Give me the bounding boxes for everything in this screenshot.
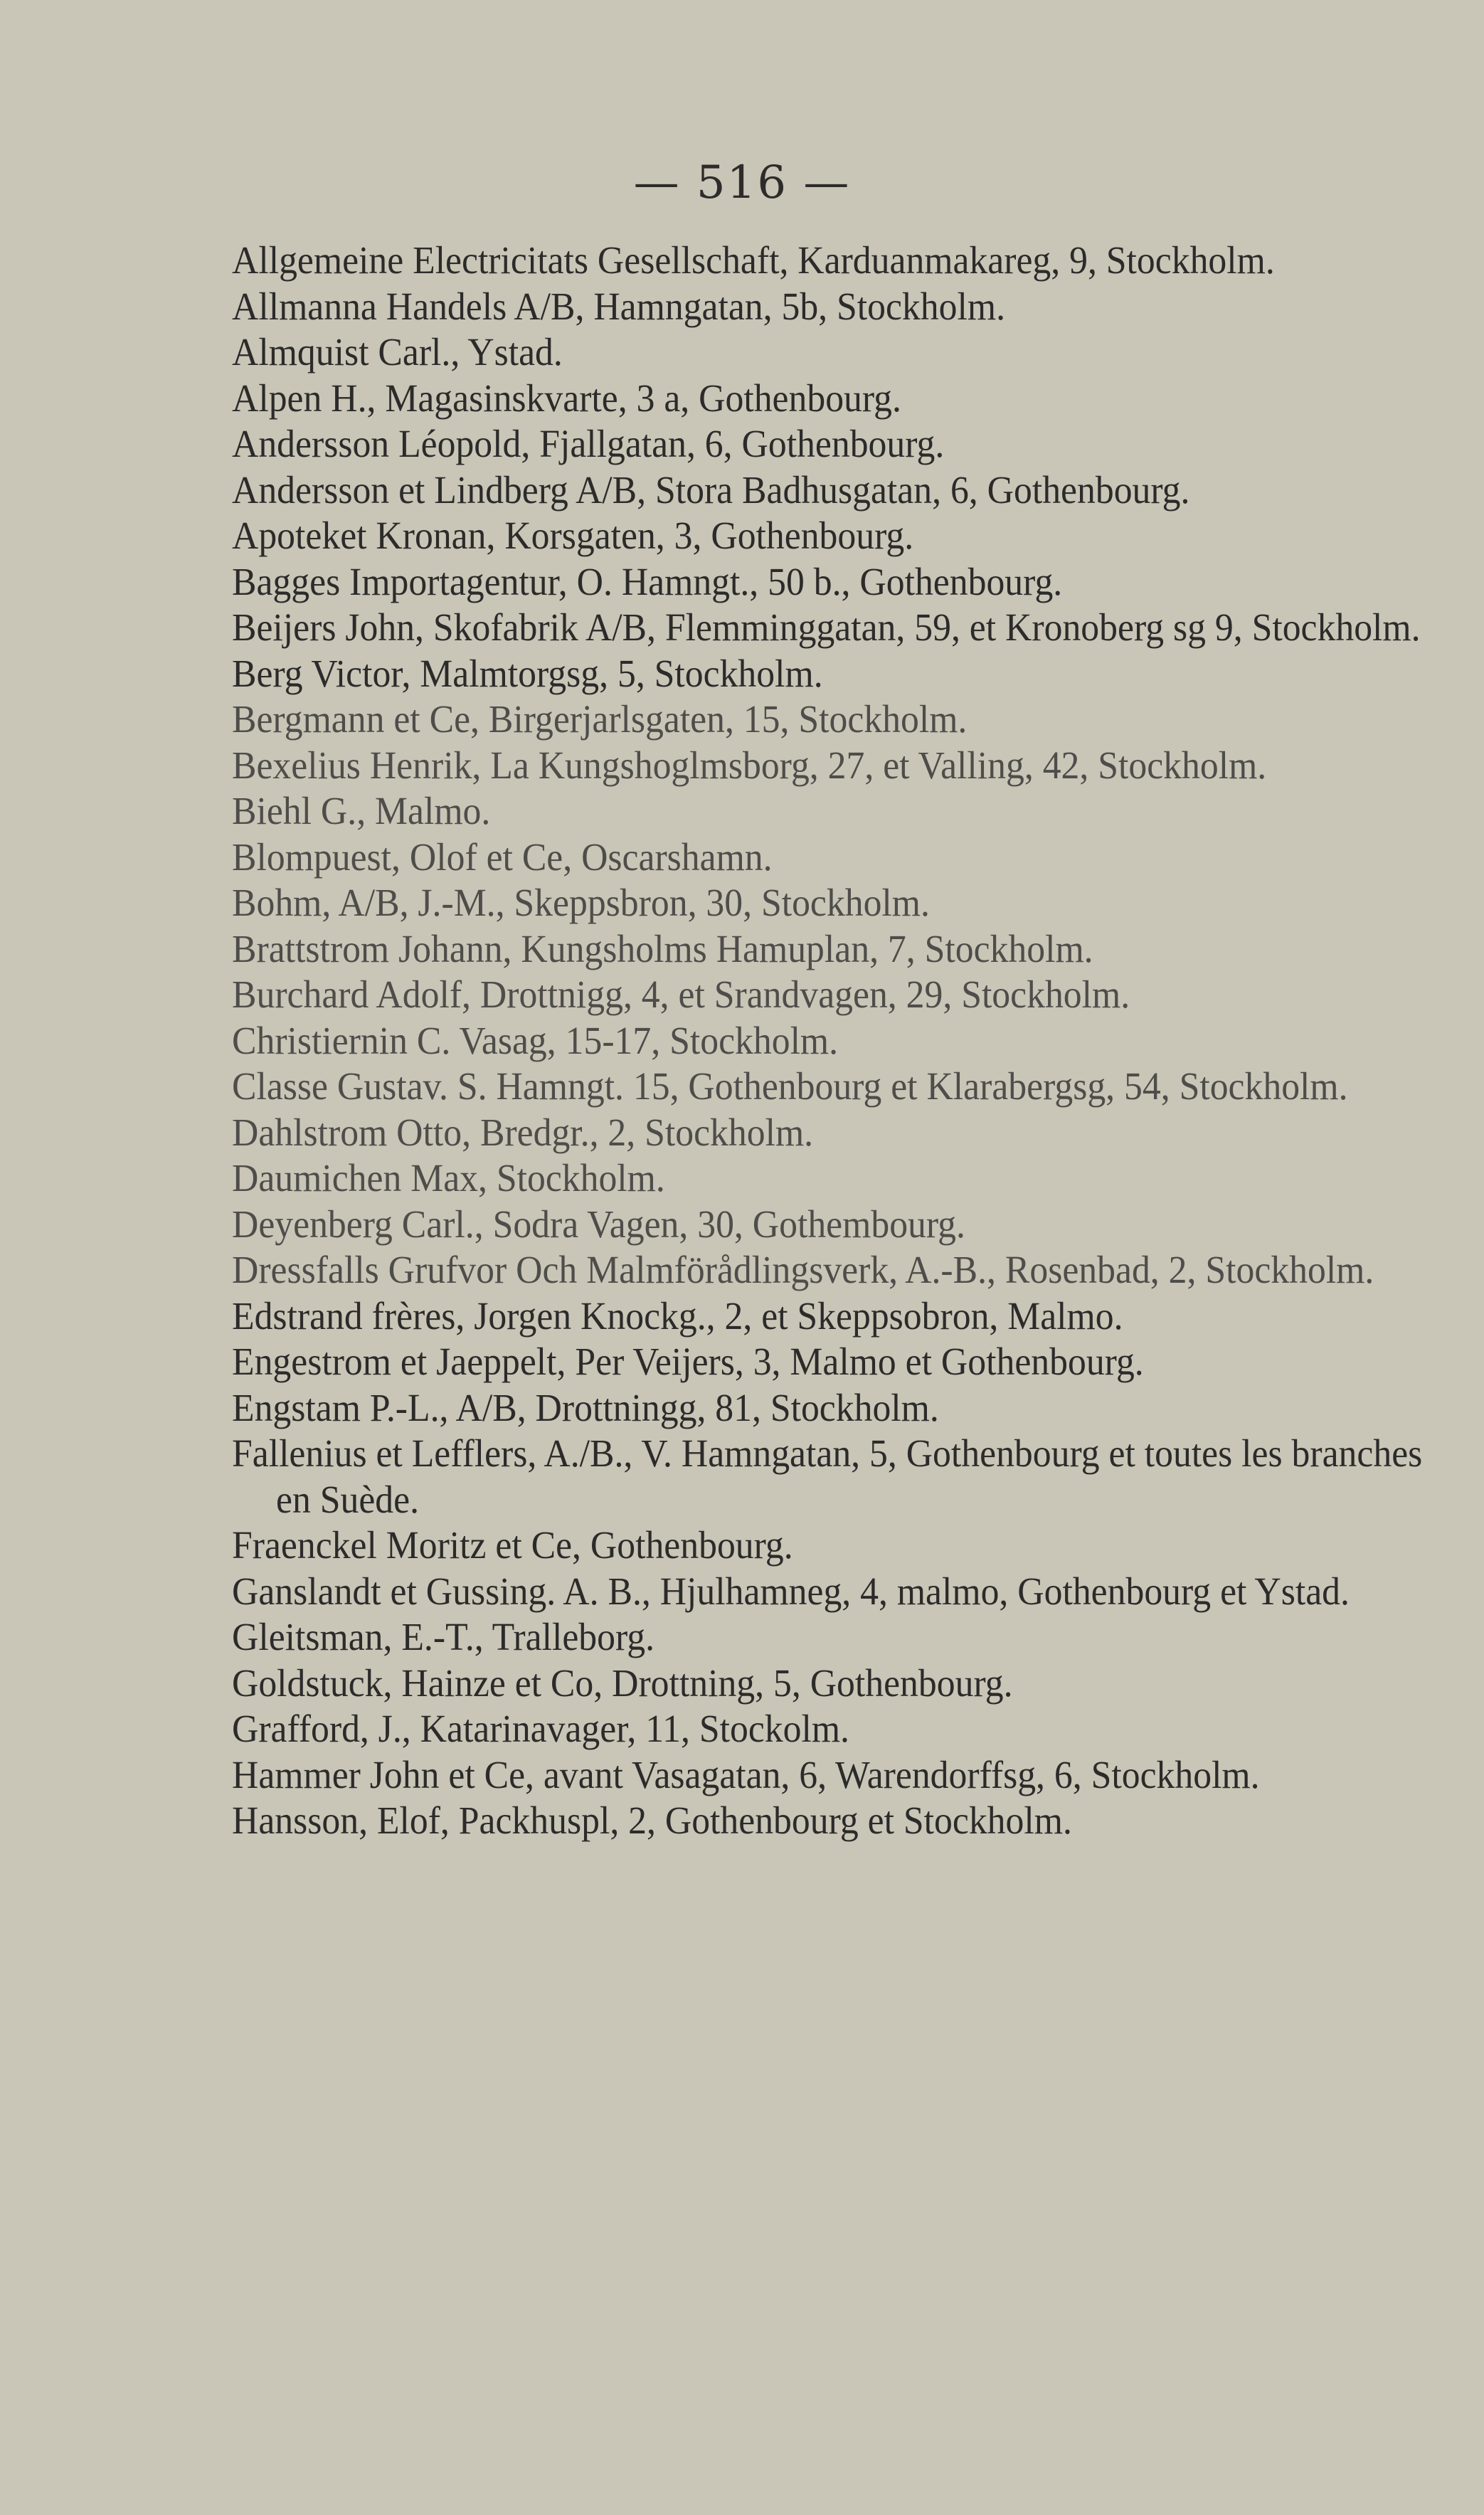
directory-entry: Christiernin C. Vasag, 15-17, Stockholm. <box>232 1018 839 1062</box>
directory-entry: Beijers John, Skofabrik A/B, Flemminggatan, 59, et Kronoberg sg 9, Stockholm. <box>232 605 1421 649</box>
directory-list <box>232 238 1423 1844</box>
directory-entry: Biehl G., Malmo. <box>232 789 491 832</box>
directory-entry: Goldstuck, Hainze et Co, Drottning, 5, Gothenbourg. <box>232 1661 1013 1705</box>
directory-entry: Dahlstrom Otto, Bredgr., 2, Stockholm. <box>232 1110 814 1154</box>
directory-entry: Classe Gustav. S. Hamngt. 15, Gothenbourg et Klarabergsg, 54, Stockholm. <box>232 1064 1348 1108</box>
directory-entry: Andersson Léopold, Fjallgatan, 6, Gothenbourg. <box>232 422 945 465</box>
directory-entry: Andersson et Lindberg A/B, Stora Badhusgatan, 6, Gothenbourg. <box>232 467 1190 512</box>
directory-entry: Deyenberg Carl., Sodra Vagen, 30, Gothembourg. <box>232 1202 965 1246</box>
directory-entry: Alpen H., Magasinskvarte, 3 a, Gothenbourg. <box>232 376 901 420</box>
directory-entry: Daumichen Max, Stockholm. <box>232 1156 665 1200</box>
directory-entry: Fraenckel Moritz et Ce, Gothenbourg. <box>232 1523 793 1567</box>
directory-entry: Dressfalls Grufvor Och Malmförådlingsverk, A.-B., Rosenbad, 2, Stockholm. <box>232 1248 1374 1291</box>
directory-entry: Hansson, Elof, Packhuspl, 2, Gothenbourg et Stockholm. <box>232 1799 1072 1842</box>
directory-entry: Bergmann et Ce, Birgerjarlsgaten, 15, Stockholm. <box>232 697 968 741</box>
directory-entry: Allgemeine Electricitats Gesellschaft, Karduanmakareg, 9, Stockholm. <box>232 238 1275 282</box>
directory-entry: Brattstrom Johann, Kungsholms Hamuplan, 7, Stockholm. <box>232 926 1093 970</box>
directory-entry: Bohm, A/B, J.-M., Skeppsbron, 30, Stockholm. <box>232 881 930 924</box>
directory-entry: Gleitsman, E.-T., Tralleborg. <box>232 1615 655 1658</box>
page-number: — 516 — <box>633 157 851 209</box>
directory-entry: Berg Victor, Malmtorgsg, 5, Stockholm. <box>232 651 823 695</box>
directory-entry: Allmanna Handels A/B, Hamngatan, 5b, Stockholm. <box>232 284 1005 328</box>
directory-entry: Hammer John et Ce, avant Vasagatan, 6, Warendorffsg, 6, Stockholm. <box>232 1752 1260 1796</box>
directory-entry: Bagges Importagentur, O. Hamngt., 50 b., Gothenbourg. <box>232 559 1063 603</box>
directory-entry: Burchard Adolf, Drottnigg, 4, et Srandvagen, 29, Stockholm. <box>232 973 1130 1016</box>
directory-entry: Bexelius Henrik, La Kungshoglmsborg, 27, et Valling, 42, Stockholm. <box>232 743 1267 787</box>
directory-entry: Edstrand frères, Jorgen Knockg., 2, et Skeppsobron, Malmo. <box>232 1293 1123 1338</box>
directory-entry: Fallenius et Lefflers, A./B., V. Hamngatan, 5, Gothenbourg et toutes les branches en Suède. <box>232 1431 1423 1521</box>
directory-entry: Engstam P.-L., A/B, Drottningg, 81, Stockholm. <box>232 1385 939 1429</box>
directory-entry: Ganslandt et Gussing. A. B., Hjulhamneg, 4, malmo, Gothenbourg et Ystad. <box>232 1569 1350 1613</box>
directory-entry: Blompuest, Olof et Ce, Oscarshamn. <box>232 835 773 879</box>
directory-entry: Apoteket Kronan, Korsgaten, 3, Gothenbourg. <box>232 514 914 557</box>
directory-entry: Almquist Carl., Ystad. <box>232 330 563 374</box>
directory-entry: Engestrom et Jaeppelt, Per Veijers, 3, Malmo et Gothenbourg. <box>232 1340 1144 1383</box>
directory-entry: Grafford, J., Katarinavager, 11, Stockolm. <box>232 1707 849 1750</box>
